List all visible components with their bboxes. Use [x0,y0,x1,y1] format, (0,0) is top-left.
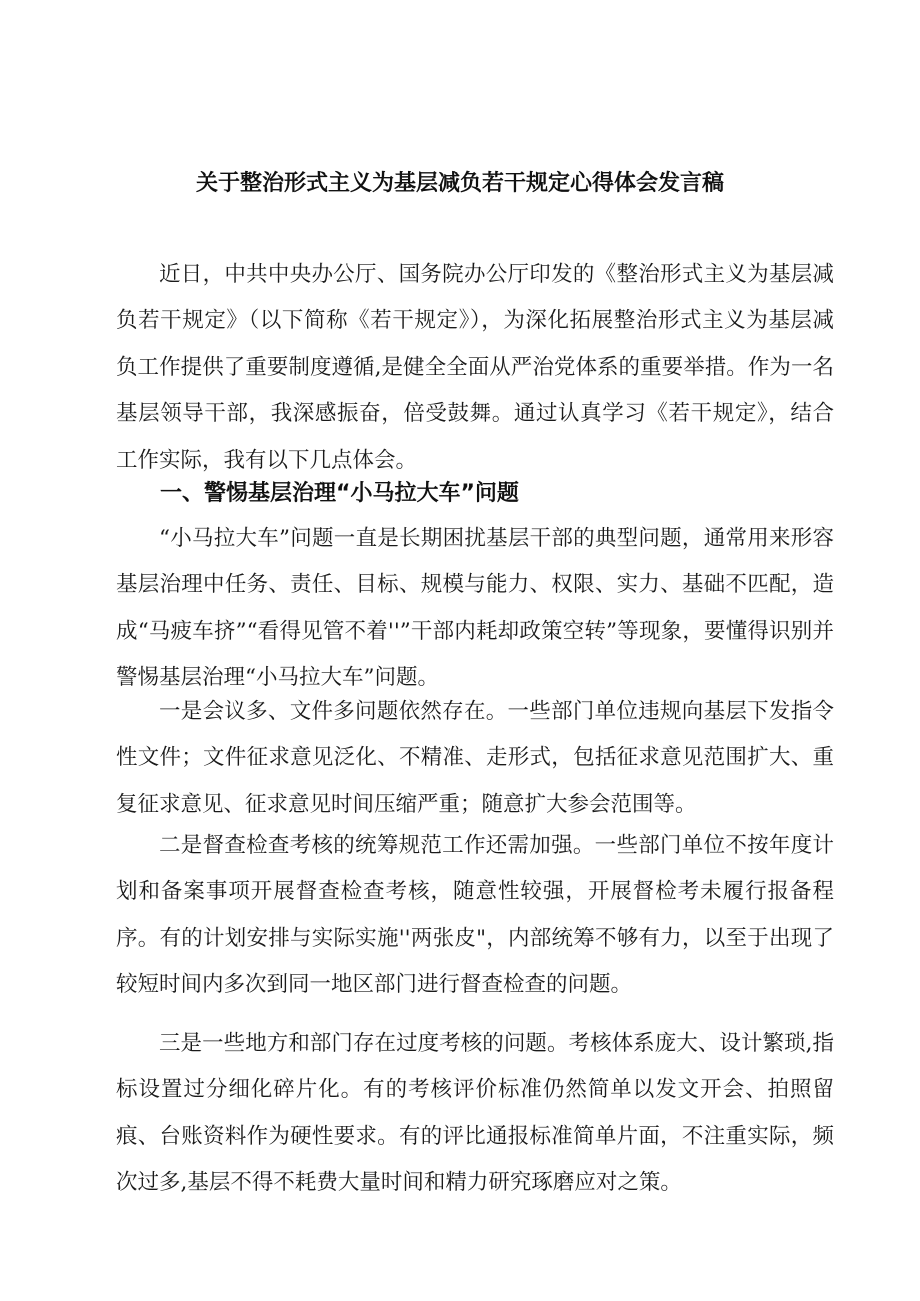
section1-paragraph-4: 三是一些地方和部门存在过度考核的问题。考核体系庞大、设计繁琐,指标设置过分细化碎片化。有的考核评价标准仍然简单以发文开会、拍照留痕、台账资料作为硬性要求。有的评比通报标准简单片面，不注重实际，频次过多,基层不得不耗费大量时间和精力研究琢磨应对之策。 [116,1031,834,1196]
document-title: 关于整治形式主义为基层减负若干规定心得体会发言稿 [195,171,724,196]
section-heading-1: 一、警惕基层治理“小马拉大车”问题 [160,481,519,506]
section1-paragraph-1: “小马拉大车”问题一直是长期困扰基层干部的典型问题，通常用来形容基层治理中任务、责任、目标、规模与能力、权限、实力、基础不匹配，造成“马疲车挤”“看得见管不着''”干部内耗却政策空转”等现象，要懂得识别并警惕基层治理“小马拉大车”问题。 [116,526,835,691]
section1-paragraph-2: 一是会议多、文件多问题依然存在。一些部门单位违规向基层下发指令性文件；文件征求意见泛化、不精准、走形式，包括征求意见范围扩大、重复征求意见、征求意见时间压缩严重；随意扩大参会范围等。 [116,699,834,817]
intro-paragraph: 近日，中共中央办公厅、国务院办公厅印发的《整治形式主义为基层减负若干规定》（以下简称《若干规定》），为深化拓展整治形式主义为基层减负工作提供了重要制度遵循,是健全全面从严治党体系的重要举措。作为一名基层领导干部，我深感振奋，倍受鼓舞。通过认真学习《若干规定》，结合工作实际，我有以下几点体会。 [116,262,834,473]
section1-paragraph-3: 二是督查检查考核的统筹规范工作还需加强。一些部门单位不按年度计划和备案事项开展督查检查考核，随意性较强，开展督检考未履行报备程序。有的计划安排与实际实施''两张皮"，内部统筹不够有力，以至于出现了较短时间内多次到同一地区部门进行督查检查的问题。 [116,833,834,998]
